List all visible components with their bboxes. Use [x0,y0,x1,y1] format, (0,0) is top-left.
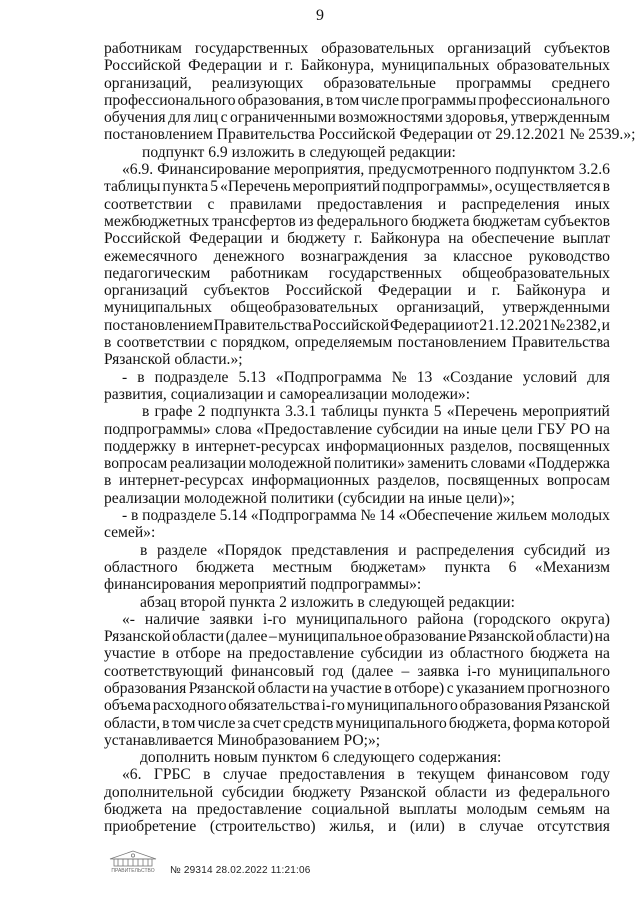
text-line: организаций субъектов Российской Федерации и г. Байконура и [104,282,610,300]
text-line: таблицы пункта 5 «Перечень мероприятий подпрограммы», осуществляется в [104,178,610,196]
text-line: подпункт 6.9 изложить в следующей редакции: [142,143,456,161]
text-line: в интернет-ресурсах информационных разделов, посвященных вопросам [104,472,610,490]
text-line: - в подразделе 5.13 «Подпрограмма № 13 «Создание условий для [122,368,610,386]
text-line: «- наличие заявки i-го муниципального района (городского округа) [122,610,610,628]
emblem-caption: ПРАВИТЕЛЬСТВО [111,868,155,873]
text-line: ежемесячного денежного вознаграждения за классное руководство [104,247,610,265]
text-line: постановлением Правительства Российской Федерации от 29.12.2021 № 2539.»; [104,126,636,144]
text-line: постановлением Правительства Российской Федерации от 21.12.2021 № 2382, и [104,316,610,334]
text-line: работникам государственных образовательных организаций субъектов [104,40,610,57]
text-line: в соответствии с порядком, определяемым постановлением Правительства [104,334,610,352]
document-registration-code: № 29314 28.02.2022 11:21:06 [170,865,311,876]
text-line: абзац второй пункта 2 изложить в следующей редакции: [140,593,515,611]
text-line: дополнительной субсидии бюджету Рязанской области из федерального [104,783,610,801]
text-line: устанавливается Минобразованием РО;»; [104,731,381,749]
text-line: поддержку в интернет-ресурсах информационных разделов, посвященных [104,437,610,455]
document-body [104,40,636,836]
text-line: объема расходного обязательства i-го муниципального образования Рязанской [104,697,610,715]
text-line: областного бюджета местным бюджетам» пункта 6 «Механизм [104,558,610,576]
page-footer [104,845,624,875]
text-line: - в подразделе 5.14 «Подпрограмма № 14 «Обеспечение жильем молодых [122,507,610,525]
text-line: семей»: [104,524,156,542]
text-line: в разделе «Порядок представления и распределения субсидий из [140,541,610,559]
text-line: соответствии с правилами предоставления и распределения иных [104,195,610,213]
text-line: в графе 2 подпункта 3.3.1 таблицы пункта 5 «Перечень мероприятий [142,403,610,421]
page-number: 9 [316,7,324,24]
text-line: педагогическим работникам государственных общеобразовательных [104,264,610,282]
text-line: профессионального образования, в том числе программы профессионального [104,91,610,109]
text-line: образования Рязанской области на участие в отборе) с указанием прогнозного [104,679,610,697]
government-building-emblem-icon [104,847,162,873]
text-line: области, в том числе за счет средств муниципального бюджета, форма которой [104,714,610,732]
text-line: соответствующий финансовый год (далее – заявка i-го муниципального [104,662,610,680]
text-line: «6. ГРБС в случае предоставления в текущем финансовом году [122,766,610,784]
text-line: Рязанской области (далее – муниципальное образование Рязанской области) на [104,628,610,646]
text-line: муниципальных общеобразовательных организаций, утвержденными [104,299,610,317]
text-line: развития, социализации и самореализации молодежи»: [104,385,471,403]
text-line: организаций, реализующих образовательные программы среднего [104,74,610,92]
text-line: дополнить новым пунктом 6 следующего содержания: [140,749,502,767]
text-line: межбюджетных трансфертов из федерального бюджета бюджетам субъектов [104,212,610,230]
text-line: бюджета на предоставление социальной выплаты молодым семьям на [104,801,610,819]
text-line: «6.9. Финансирование мероприятия, предусмотренного подпунктом 3.2.6 [122,161,610,179]
text-line: финансирования мероприятий подпрограммы»: [104,576,422,594]
text-line: приобретение (строительство) жилья, и (или) в случае отсутствия [104,818,610,836]
text-line: обучения для лиц с ограниченными возможностями здоровья, утвержденным [104,109,610,127]
text-line: реализации молодежной политики (субсидии на иные цели)»; [104,489,515,507]
text-line: подпрограммы» слова «Предоставление субсидии на иные цели ГБУ РО на [104,420,610,438]
text-line: участие в отборе на предоставление субсидии из областного бюджета на [104,645,610,663]
text-line: Российской Федерации и бюджету г. Байконура на обеспечение выплат [104,230,610,248]
text-line: Российской Федерации и г. Байконура, муниципальных образовательных [104,57,610,75]
text-line: Рязанской области.»; [104,351,243,369]
text-line: вопросам реализации молодежной политики» заменить словами «Поддержка [104,455,610,473]
